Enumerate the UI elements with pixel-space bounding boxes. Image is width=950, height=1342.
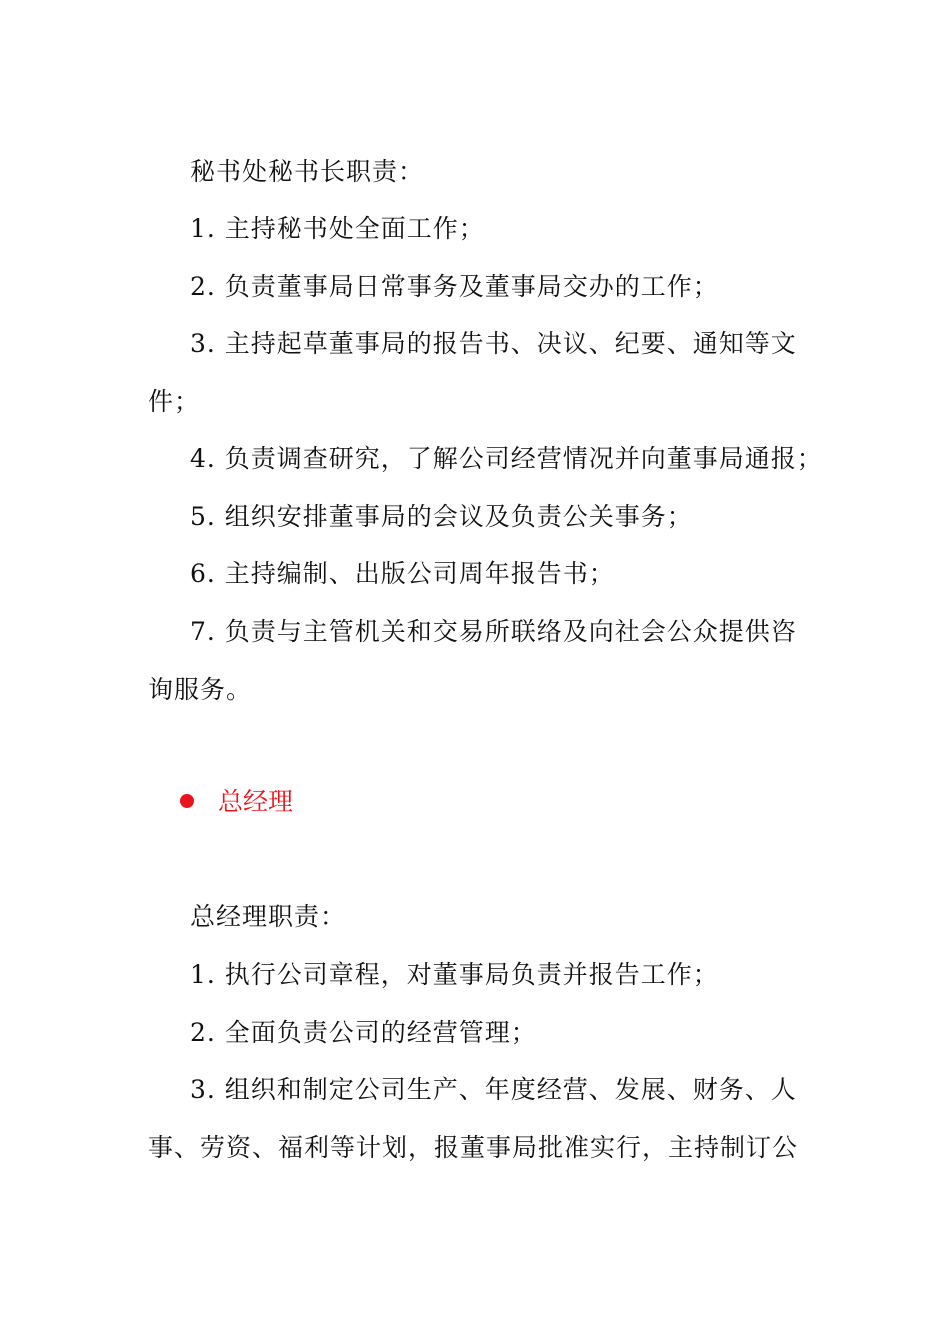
- list-item: 7. 负责与主管机关和交易所联络及向社会公众提供咨: [190, 617, 797, 646]
- list-item: 2. 全面负责公司的经营管理；: [190, 1018, 537, 1047]
- list-item: 6. 主持编制、出版公司周年报告书；: [190, 559, 615, 588]
- list-item: 3. 组织和制定公司生产、年度经营、发展、财务、人: [190, 1075, 797, 1104]
- list-item: 1. 执行公司章程，对董事局负责并报告工作；: [190, 960, 719, 989]
- bullet-dot-icon: [180, 794, 194, 808]
- section-heading-label: 总经理: [218, 787, 294, 816]
- list-item-continuation: 事、劳资、福利等计划，报董事局批准实行，主持制订公: [148, 1133, 799, 1162]
- list-item-continuation: 询服务。: [148, 675, 253, 704]
- list-item-continuation: 件；: [148, 387, 201, 416]
- list-item: 1. 主持秘书处全面工作；: [190, 214, 485, 243]
- list-item: 4. 负责调查研究，了解公司经营情况并向董事局通报；: [190, 444, 823, 473]
- list-item: 3. 主持起草董事局的报告书、决议、纪要、通知等文: [190, 329, 797, 358]
- section-heading-general-manager: [180, 787, 293, 817]
- list-item: 2. 负责董事局日常事务及董事局交办的工作；: [190, 272, 719, 301]
- section-title-secretary: 秘书处秘书长职责：: [190, 157, 425, 186]
- list-item: 5. 组织安排董事局的会议及负责公关事务；: [190, 502, 693, 531]
- section-title-general-manager: 总经理职责：: [190, 902, 347, 931]
